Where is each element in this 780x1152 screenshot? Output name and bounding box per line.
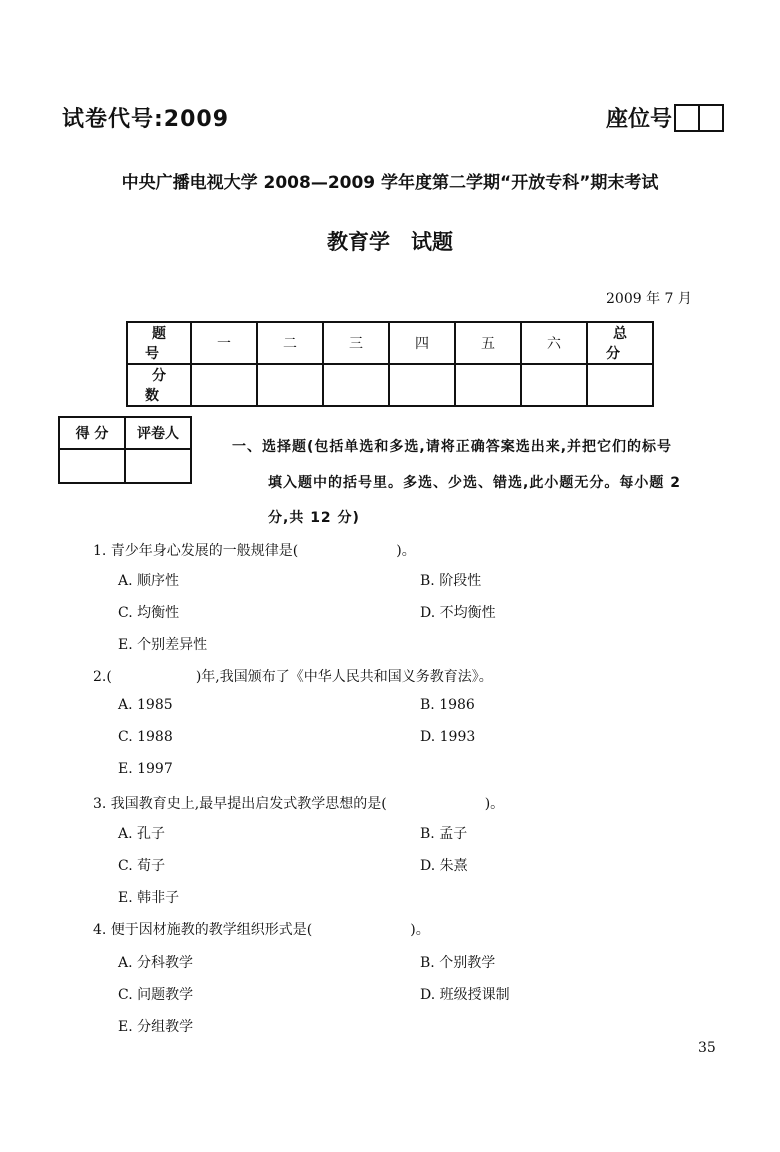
option-b: B. 个别教学 (420, 955, 496, 971)
score-table-header-cell: 一 (191, 322, 257, 364)
option-a: A. 1985 (118, 697, 173, 713)
score-cell (191, 364, 257, 406)
exam-date: 2009 年 7 月 (606, 291, 692, 307)
subject-title: 教育学 试题 (327, 230, 453, 254)
page-number: 35 (698, 1040, 716, 1056)
score-table-header-cell: 三 (323, 322, 389, 364)
seat-number-field (606, 102, 724, 133)
score-table-header-cell: 四 (389, 322, 455, 364)
option-c: C. 1988 (118, 729, 173, 745)
exam-title: 中央广播电视大学 2008—2009 学年度第二学期“开放专科”期末考试 (121, 173, 659, 193)
score-table-header-cell: 二 (257, 322, 323, 364)
section-instructions-line-1: 一、选择题(包括单选和多选,请将正确答案选出来,并把它们的标号 (232, 439, 673, 455)
option-e: E. 个别差异性 (118, 637, 208, 653)
option-d: D. 不均衡性 (420, 605, 496, 621)
score-cell (521, 364, 587, 406)
score-table-header-cell: 题号 (127, 322, 191, 364)
question-stem: 4. 便于因材施教的教学组织形式是( )。 (93, 922, 430, 938)
score-cell (257, 364, 323, 406)
option-b: B. 阶段性 (420, 573, 482, 589)
section-instructions-line-3: 分,共 12 分) (268, 510, 360, 526)
seat-number-box (674, 104, 724, 132)
grader-name-label: 评卷人 (125, 417, 191, 449)
score-table-header-cell: 六 (521, 322, 587, 364)
score-table (126, 321, 654, 407)
score-table-header-cell: 总分 (587, 322, 653, 364)
option-c: C. 问题教学 (118, 987, 194, 1003)
question-stem: 2.( )年,我国颁布了《中华人民共和国义务教育法》。 (93, 669, 493, 685)
paper-code: 试卷代号:2009 (62, 107, 230, 132)
option-e: E. 分组教学 (118, 1019, 194, 1035)
option-e: E. 韩非子 (118, 890, 180, 906)
score-cell (323, 364, 389, 406)
option-d: D. 班级授课制 (420, 987, 510, 1003)
grader-name-cell (125, 449, 191, 483)
option-b: B. 孟子 (420, 826, 468, 842)
score-table-score-row (127, 364, 653, 406)
score-table-row-label: 分数 (127, 364, 191, 406)
option-b: B. 1986 (420, 697, 475, 713)
option-e: E. 1997 (118, 761, 173, 777)
seat-label: 座位号 (606, 107, 673, 132)
section-instructions-line-2: 填入题中的括号里。多选、少选、错选,此小题无分。每小题 2 (268, 475, 681, 491)
question-stem: 3. 我国教育史上,最早提出启发式教学思想的是( )。 (93, 796, 505, 812)
option-a: A. 分科教学 (118, 955, 194, 971)
option-a: A. 孔子 (118, 826, 166, 842)
option-c: C. 荀子 (118, 858, 166, 874)
grader-score-cell (59, 449, 125, 483)
score-cell (587, 364, 653, 406)
grader-table (58, 416, 192, 484)
score-table-header-cell: 五 (455, 322, 521, 364)
option-d: D. 1993 (420, 729, 476, 745)
option-d: D. 朱熹 (420, 858, 468, 874)
score-table-header-row (127, 322, 653, 364)
grader-score-label: 得 分 (59, 417, 125, 449)
option-c: C. 均衡性 (118, 605, 180, 621)
score-cell (455, 364, 521, 406)
score-cell (389, 364, 455, 406)
question-stem: 1. 青少年身心发展的一般规律是( )。 (93, 543, 416, 559)
option-a: A. 顺序性 (118, 573, 180, 589)
